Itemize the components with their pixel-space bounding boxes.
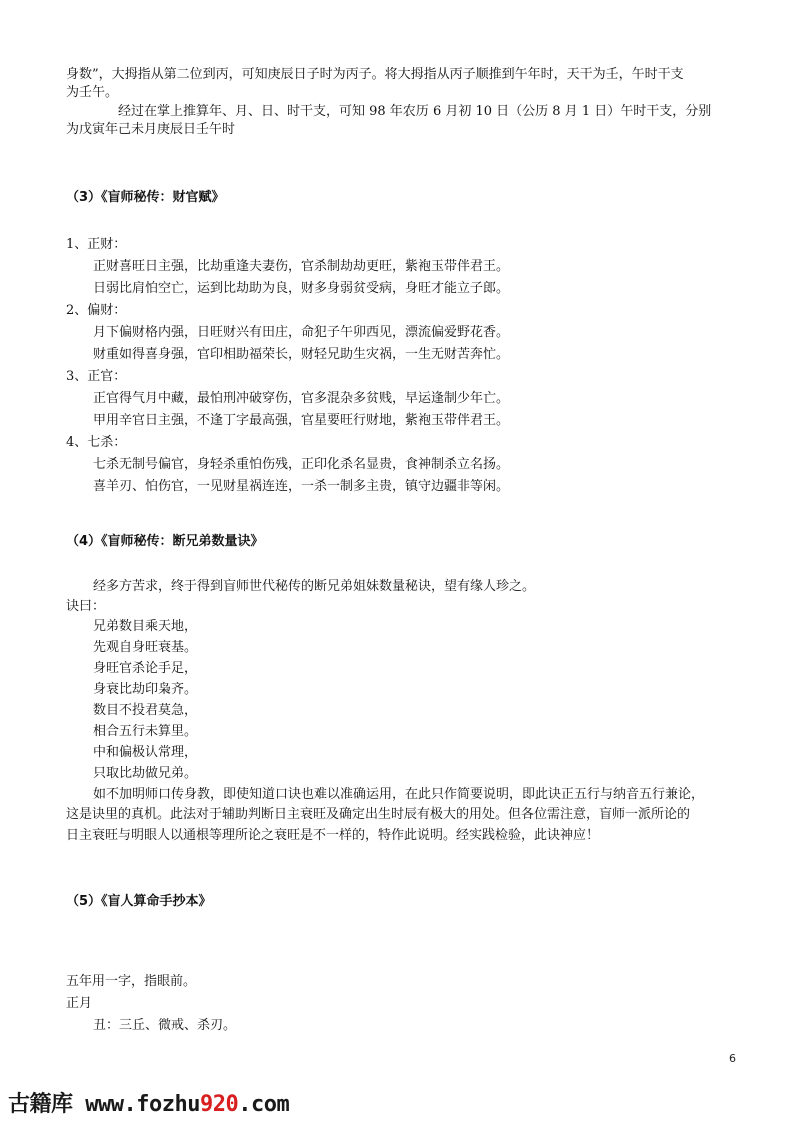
section4-note-line: 日主衰旺与明眼人以通根等理所论之衰旺是不一样的，特作此说明。经实践检验，此诀神应！ xyxy=(66,828,600,843)
section4-verse-line: 先观自身旺衰基。 xyxy=(93,640,198,655)
section3-line: 2、偏财： xyxy=(66,303,127,318)
section3-line: 3、正官： xyxy=(66,369,127,384)
section4-intro: 经多方苦求，终于得到盲师世代秘传的断兄弟姐妹数量秘诀，望有缘人珍之。 xyxy=(93,579,536,594)
section4-verse-line: 兄弟数目乘天地， xyxy=(93,619,198,634)
intro-line-1: 身数”，大拇指从第二位到丙，可知庚辰日子时为丙子。将大拇指从丙子顺推到午年时，天干为壬，午时干支 xyxy=(66,67,684,82)
intro-line-4: 为戊寅年己未月庚辰日壬午时 xyxy=(66,122,236,137)
section3-line: 正官得气月中藏，最怕刑冲破穿伤，官多混杂多贫贱，早运逢制少年亡。 xyxy=(93,391,510,406)
site-watermark xyxy=(8,1087,289,1118)
section4-note-line: 如不加明师口传身教，即使知道口诀也难以准确运用，在此只作简要说明，即此诀正五行与纳音五行兼论， xyxy=(93,787,705,802)
section4-heading: （4）《盲师秘传：断兄弟数量诀》 xyxy=(66,534,264,549)
section4-verse-line: 中和偏极认常理， xyxy=(93,745,198,760)
section3-line: 甲用辛官日主强，不逢丁字最高强，官星要旺行财地，紫袍玉带伴君王。 xyxy=(93,413,510,428)
section4-verse-label: 诀曰： xyxy=(66,599,106,614)
section3-line: 正财喜旺日主强，比劫重逢夫妻伤，官杀制劫劫更旺，紫袍玉带伴君王。 xyxy=(93,259,510,274)
watermark-url-prefix: www.fozhu xyxy=(72,1092,200,1117)
section4-verse-line: 数目不投君莫急， xyxy=(93,703,198,718)
intro-line-3: 经过在掌上推算年、月、日、时干支，可知 98 年农历 6 月初 10 日（公历 8 月 1 日）午时干支，分别 xyxy=(118,104,712,119)
section4-verse-line: 只取比劫做兄弟。 xyxy=(93,766,198,781)
intro-line-2: 为壬午。 xyxy=(66,85,119,100)
section3-line: 1、正财： xyxy=(66,237,127,252)
section3-line: 喜羊刃、怕伤官，一见财星祸连连，一杀一制多主贵，镇守边疆非等闲。 xyxy=(93,479,510,494)
watermark-url-suffix: .com xyxy=(238,1092,290,1117)
section4-verse-line: 身旺官杀论手足， xyxy=(93,661,198,676)
watermark-url-number: 920 xyxy=(199,1092,239,1117)
section3-line: 月下偏财格内强，日旺财兴有田庄，命犯子午卯西见，漂流偏爱野花香。 xyxy=(93,325,510,340)
section3-line: 4、七杀： xyxy=(66,435,127,450)
section3-line: 七杀无制号偏官，身轻杀重怕伤残，正印化杀名显贵，食神制杀立名扬。 xyxy=(93,457,510,472)
section5-heading: （5）《盲人算命手抄本》 xyxy=(66,894,212,909)
section4-verse-line: 身衰比劫印枭齐。 xyxy=(93,682,198,697)
section4-note-line: 这是诀里的真机。此法对于辅助判断日主衰旺及确定出生时辰有极大的用处。但各位需注意，盲师一派所论的 xyxy=(66,807,691,822)
watermark-site-name: 古籍库 xyxy=(8,1092,73,1117)
section5-line: 五年用一字，指眼前。 xyxy=(66,974,197,989)
section3-heading: （3）《盲师秘传：财官赋》 xyxy=(66,190,225,205)
section3-line: 财重如得喜身强，官印相助福荣长，财轻兄助生灾祸，一生无财苦奔忙。 xyxy=(93,347,510,362)
page-number: 6 xyxy=(729,1052,736,1065)
section5-line: 正月 xyxy=(66,996,93,1011)
section4-verse-line: 相合五行未算里。 xyxy=(93,724,198,739)
section5-line: 丑：三丘、微戒、杀刃。 xyxy=(93,1018,237,1033)
section3-line: 日弱比肩怕空亡，运到比劫助为良，财多身弱贫受病，身旺才能立子郎。 xyxy=(93,281,510,296)
